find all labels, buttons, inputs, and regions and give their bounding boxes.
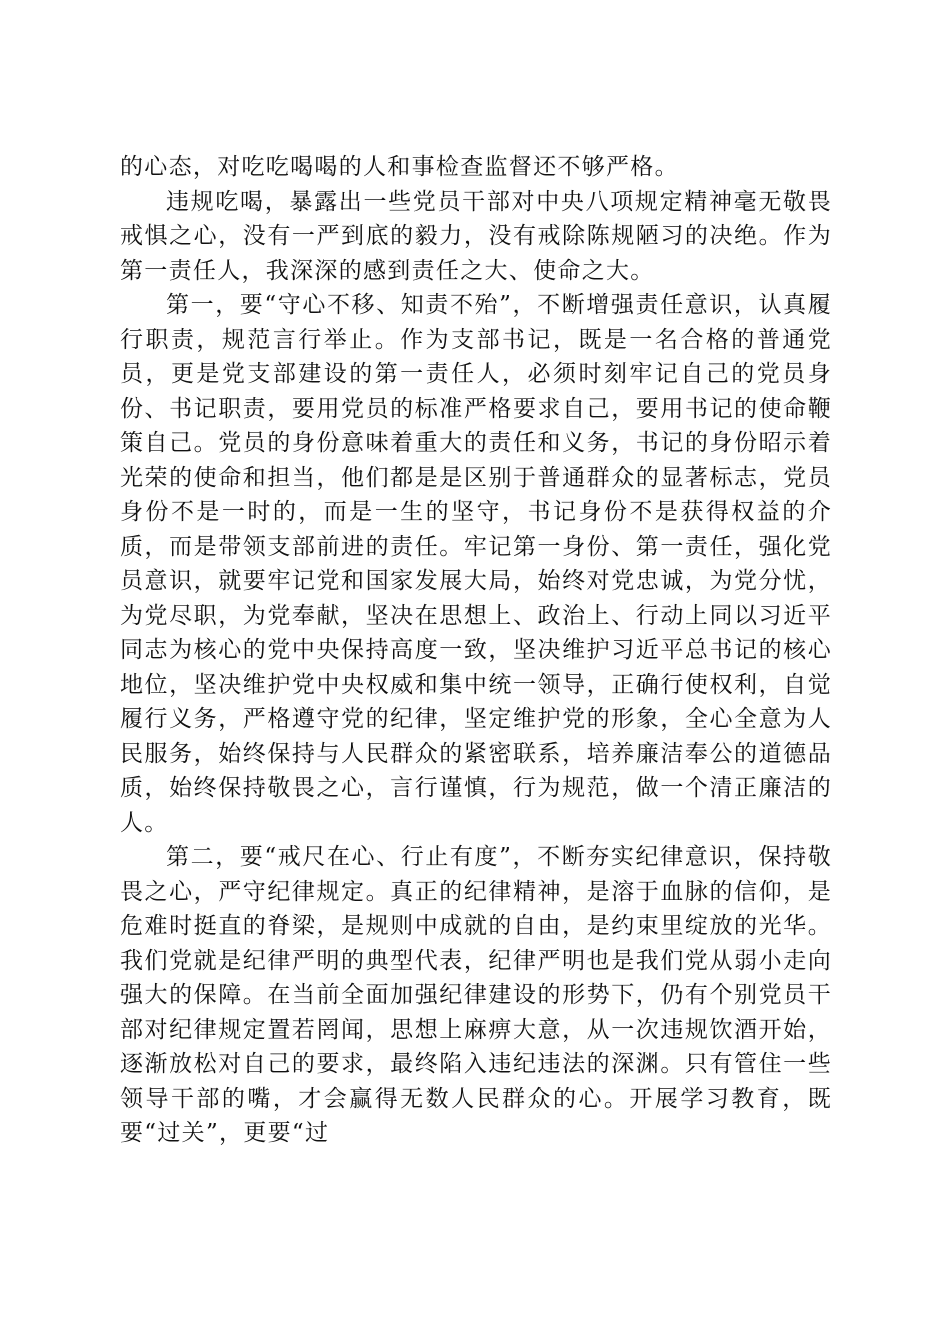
paragraph-1: 的心态，对吃吃喝喝的人和事检查监督还不够严格。 — [120, 154, 679, 180]
paragraph-3: 第一，要“守心不移、知责不殆”，不断增强责任意识，认真履行职责，规范言行举止。作为支部书记，既是一名合格的普通党员，更是党支部建设的第一责任人，必须时刻牢记自己的党员身份、书记职责，要用党员的标准严格要求自己，要用书记的使命鞭策自己。党员的身份意味着重大的责任和义务，书记的身份昭示着光荣的使命和担当，他们都是是区别于普通群众的显著标志，党员身份不是一时的，而是一生的坚守，书记身份不是获得权益的介质，而是带领支部前进的责任。牢记第一身份、第一责任，强化党员意识，就要牢记党和国家发展大局，始终对党忠诚，为党分忧，为党尽职，为党奉献，坚决在思想上、政治上、行动上同以习近平同志为核心的党中央保持高度一致，坚决维护习近平总书记的核心地位，坚决维护党中央权威和集中统一领导，正确行使权利，自觉履行义务，严格遵守党的纪律，坚定维护党的形象，全心全意为人民服务，始终保持与人民群众的紧密联系，培养廉洁奉公的道德品质，始终保持敬畏之心，言行谨慎，行为规范，做一个清正廉洁的人。 — [120, 292, 832, 836]
document-body — [120, 150, 832, 1151]
paragraph-2: 违规吃喝，暴露出一些党员干部对中央八项规定精神毫无敬畏戒惧之心，没有一严到底的毅力，没有戒除陈规陋习的决绝。作为第一责任人，我深深的感到责任之大、使命之大。 — [120, 188, 832, 284]
paragraph-4: 第二，要“戒尺在心、行止有度”，不断夯实纪律意识，保持敬畏之心，严守纪律规定。真正的纪律精神，是溶于血脉的信仰，是危难时挺直的脊梁，是规则中成就的自由，是约束里绽放的光华。我们党就是纪律严明的典型代表，纪律严明也是我们党从弱小走向强大的保障。在当前全面加强纪律建设的形势下，仍有个别党员干部对纪律规定置若罔闻，思想上麻痹大意，从一次违规饮酒开始，逐渐放松对自己的要求，最终陷入违纪违法的深渊。只有管住一些领导干部的嘴，才会赢得无数人民群众的心。开展学习教育，既要“过关”，更要“过 — [120, 844, 832, 1146]
